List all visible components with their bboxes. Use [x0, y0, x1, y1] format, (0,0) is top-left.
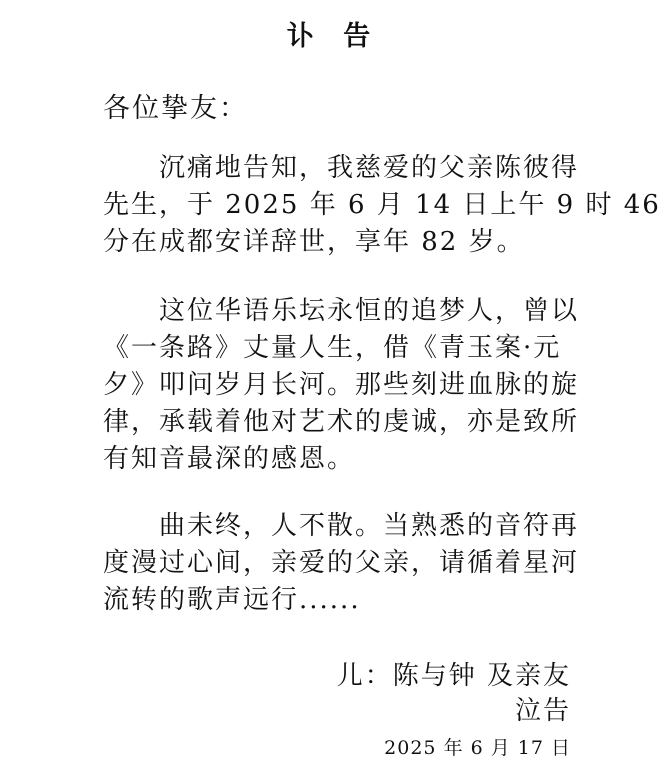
paragraph-line: 这位华语乐坛永恒的追梦人，曾以	[103, 296, 580, 326]
paragraph-line: 有知音最深的感恩。	[103, 444, 356, 474]
paragraph-line: 分在成都安详辞世，享年 82 岁。	[103, 227, 525, 257]
paragraph-tribute	[103, 293, 583, 478]
paragraph-farewell	[103, 508, 583, 619]
paragraph-line: 度漫过心间，亲爱的父亲，请循着星河	[103, 548, 580, 578]
paragraph-line: 流转的歌声远行......	[103, 585, 361, 615]
salutation: 各位挚友：	[103, 93, 248, 124]
paragraph-line: 夕》叩问岁月长河。那些刻进血脉的旋	[103, 370, 580, 400]
paragraph-line: 律，承载着他对艺术的虔诚，亦是致所	[103, 407, 580, 437]
paragraph-line: 先生，于 2025 年 6 月 14 日上午 9 时 46	[103, 190, 661, 220]
paragraph-line: 沉痛地告知，我慈爱的父亲陈彼得	[103, 153, 580, 183]
paragraph-line: 《一条路》丈量人生，借《青玉案·元	[103, 333, 562, 363]
signature-word: 泣告	[514, 696, 571, 726]
paragraph-line: 曲未终，人不散。当熟悉的音符再	[103, 511, 580, 541]
signature-date: 2025 年 6 月 17 日	[384, 737, 571, 759]
page-title: 讣 告	[286, 21, 381, 52]
signature-names: 儿：陈与钟 及亲友	[336, 661, 571, 691]
paragraph-announcement	[103, 150, 661, 261]
